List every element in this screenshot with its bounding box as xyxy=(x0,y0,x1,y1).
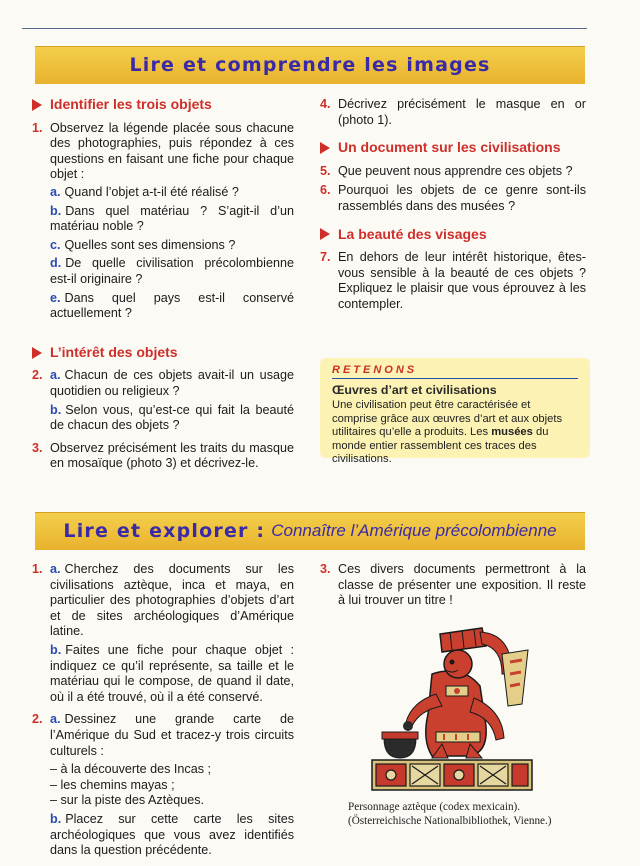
retenons-label: RETENONS xyxy=(332,364,578,379)
right-column xyxy=(320,97,586,317)
question-1: 1. Observez la légende placée sous chacune des photographies, puis répondez à ces questions en faisant une fiche pour chaque objet : a. Quand l’objet a-t-il été réalisé ? b. Dans quel matériau ? S’agit-il d’un matériau noble ? c. Quelles sont ses dimensions ? d. De quelle civilisation précolombienne est-il originaire ? e. Dans quel pays est-il conservé actuellement ? xyxy=(32,120,294,321)
question-3: 3. Observez précisément les traits du masque en mosaïque (photo 3) et décrivez-le. xyxy=(32,440,294,471)
list-item: – à la découverte des Incas ; xyxy=(50,762,212,777)
section-banner-lire-explorer xyxy=(35,512,585,550)
sub-question-b: b. Dans quel matériau ? S’agit-il d’un matériau noble ? xyxy=(50,203,294,234)
list-item: – les chemins mayas ; xyxy=(50,777,175,792)
sub-question-a: a. Cherchez des documents sur les civilisations aztèque, inca et maya, en particulier des photographies d’objets d’art et de sites archéologiques d’Amérique latine. xyxy=(50,562,294,639)
heading-identifier: Identifier les trois objets xyxy=(32,97,294,113)
sub-question-a: a. Dessinez une grande carte de l’Amérique du Sud et tracez-y trois circuits culturels : xyxy=(50,712,294,758)
explore-question-2: 2. a. Dessinez une grande carte de l’Amérique du Sud et tracez-y trois circuits culturels : – à la découverte des Incas ; – les chemins mayas ; – sur la piste des Aztèques. b. Placez sur cette carte les sites archéologiques que vous avez identifiés dans la question précédente. xyxy=(32,712,294,858)
section-title: Lire et explorer : xyxy=(63,520,266,542)
section-title: Lire et comprendre les images xyxy=(129,54,491,76)
explore-right-column xyxy=(320,562,586,613)
sub-question-b: b. Selon vous, qu’est-ce qui fait la beauté de chacun des objets ? xyxy=(50,402,294,433)
sub-question-d: d. De quelle civilisation précolombienne est-il originaire ? xyxy=(50,256,294,286)
sub-question-e: e. Dans quel pays est-il conservé actuellement ? xyxy=(50,290,294,321)
sub-question-b: b. Placez sur cette carte les sites archéologiques que vous avez identifiés dans la question précédente. xyxy=(50,811,294,858)
heading-beaute: La beauté des visages xyxy=(320,227,586,243)
retenons-heading: Œuvres d’art et civilisations xyxy=(332,383,497,397)
question-2: 2. a. Chacun de ces objets avait-il un usage quotidien ou religieux ? b. Selon vous, qu’est-ce qui fait la beauté de chacun des objets ? xyxy=(32,368,294,433)
question-7: 7. En dehors de leur intérêt historique, êtes-vous sensible à la beauté de ces objets ? Expliquez le plaisir que vous éprouvez à les contempler. xyxy=(320,250,586,311)
triangle-bullet-icon xyxy=(320,142,330,154)
question-text: Observez la légende placée sous chacune des photographies, puis répondez à ces questions en faisant une fiche pour chaque objet : xyxy=(50,120,294,182)
sub-question-b: b. Faites une fiche pour chaque objet : indiquez ce qu’il représente, sa taille et le matériau qui le compose, de quand il date, où il a été trouvé, où il a été conservé. xyxy=(50,642,294,704)
left-column xyxy=(32,97,294,476)
aztec-figure-illustration xyxy=(362,614,542,794)
triangle-bullet-icon xyxy=(320,228,330,240)
list-item: – sur la piste des Aztèques. xyxy=(50,793,205,808)
triangle-bullet-icon xyxy=(32,99,42,111)
top-rule xyxy=(22,28,587,29)
question-6: 6. Pourquoi les objets de ce genre sont-ils rassemblés dans des musées ? xyxy=(320,183,586,213)
retenons-box xyxy=(320,358,590,466)
heading-interet: L’intérêt des objets xyxy=(32,345,294,361)
sub-question-c: c. Quelles sont ses dimensions ? xyxy=(50,237,236,252)
explore-question-3: 3. Ces divers documents permettront à la classe de présenter une exposition. Il reste à lui trouver un titre ! xyxy=(320,562,586,608)
section-subtitle: Connaître l’Amérique précolombienne xyxy=(271,521,557,540)
sub-question-a: a. Chacun de ces objets avait-il un usage quotidien ou religieux ? xyxy=(50,368,294,398)
section-banner-lire-comprendre xyxy=(35,46,585,84)
question-4: 4. Décrivez précisément le masque en or (photo 1). xyxy=(320,97,586,127)
figure-caption: Personnage aztèque (codex mexicain). (Österreichische Nationalbibliothek, Vienne.) xyxy=(348,801,552,827)
heading-document: Un document sur les civilisations xyxy=(320,140,586,156)
triangle-bullet-icon xyxy=(32,347,42,359)
question-5: 5. Que peuvent nous apprendre ces objets ? xyxy=(320,163,573,178)
sub-question-a: a. Quand l’objet a-t-il été réalisé ? xyxy=(50,184,239,199)
explore-question-1: 1. a. Cherchez des documents sur les civilisations aztèque, inca et maya, en particulier des photographies d’objets d’art et de sites archéologiques d’Amérique latine. b. Faites une fiche pour chaque objet : indiquez ce qu’il représente, sa taille et le matériau qui le compose, de quand il date, où il a été trouvé, où il a été conservé. xyxy=(32,562,294,704)
explore-left-column xyxy=(32,562,294,866)
retenons-text: Une civilisation peut être caractérisée et comprise grâce aux œuvres d’art et aux objets utilitaires qu’elle a produits. Les musées du monde entier rassemblent ces traces des civilisations. xyxy=(332,399,563,466)
